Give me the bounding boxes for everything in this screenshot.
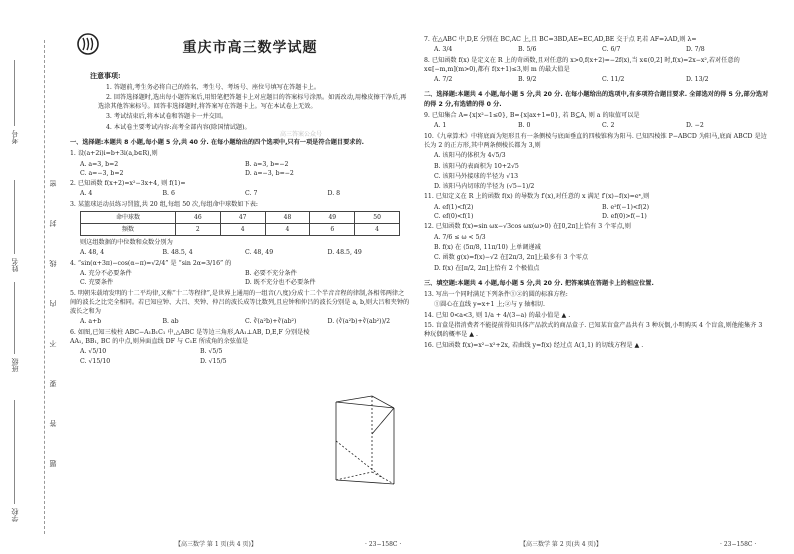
table-cell: 命中球数	[81, 212, 176, 224]
q3-tail: 则这组数据的中位数和众数分别为	[80, 239, 173, 247]
seal-char-7: 答	[49, 420, 57, 427]
notice-list	[70, 83, 410, 132]
question-1: 1. 设(a+2i)i=b+3i(a,b∈R),则	[70, 150, 158, 158]
q7-option-a: A. 3/4	[434, 46, 453, 54]
school-logo-icon	[76, 32, 100, 56]
seal-char-5: 不	[49, 340, 57, 347]
q5-option-d: D. (∛(a²b)+∛(ab²))/2	[327, 318, 391, 326]
q8-option-c: C. 11/2	[602, 76, 625, 84]
seal-char-8: 题	[49, 460, 57, 467]
q12-option-c: C. 函数 g(x)=f(x)−√2 在[2π/3, 2π]上最多有 3 个零点	[434, 254, 589, 262]
q13-conditions: ①圆心在直线 y=x+1 上;②与 y 轴相切.	[434, 301, 545, 309]
table-cell: 2	[175, 224, 220, 236]
question-11: 11. 已知定义在 R 上的函数 f(x) 的导数为 f′(x),对任意的 x 满足 f′(x)−f(x)=eˣ,则	[424, 193, 650, 201]
seal-char-4: 内	[49, 300, 57, 307]
q6-option-b: B. √5/5	[200, 348, 223, 356]
q6-option-a: A. √5/10	[80, 348, 107, 356]
q10-option-a: A. 该阳马的体积为 4√5/3	[434, 152, 506, 160]
q2-option-c: C. 7	[245, 190, 258, 198]
school-label: 学校	[11, 508, 19, 522]
question-16: 16. 已知函数 f(x)=x²−x²+2x, 若曲线 y=f(x) 经过点 A(1,1) 的切线方程是 ▲ .	[424, 341, 644, 349]
exam-no-blank	[14, 60, 15, 126]
seal-char-6: 要	[49, 380, 57, 387]
q9-option-d: D. −2	[686, 122, 704, 130]
section-1-heading: 一、选择题:本题共 8 小题,每小题 5 分,共 40 分. 在每小题给出的四个选项中,只有一项是符合题目要求的.	[70, 138, 365, 146]
question-2: 2. 已知函数 f(x+2)=x²−3x+4, 则 f(1)=	[70, 180, 186, 188]
q12-option-a: A. 7/6 ≤ ω < 5/3	[434, 233, 486, 241]
seal-char-1: 密	[49, 180, 57, 187]
question-14: 14. 已知 0<a<3, 则 1/a + 4/(3−a) 的最小值是 ▲ .	[424, 311, 571, 319]
exam-no-label: 考号	[11, 130, 19, 144]
section-3-heading: 三、填空题:本题共 4 小题,每小题 5 分,共 20 分. 把答案填在答题卡上的相应位置.	[424, 279, 654, 287]
q4-option-a: A. 充分不必要条件	[80, 269, 132, 277]
question-12: 12. 已知函数 f(x)=sin ωx−√3cos ωx(ω>0) 在[0,2π]上恰有 3 个零点,则	[424, 223, 631, 231]
q3-option-d: D. 48.5, 49	[327, 249, 362, 257]
exam-title: 重庆市高三数学试题	[182, 40, 318, 56]
q3-option-a: A. 48, 4	[80, 249, 105, 257]
q6-option-d: D. √15/5	[200, 357, 227, 365]
q10-option-d: D. 该阳马内切球的半径为 (√5−1)/2	[434, 183, 535, 191]
table-cell: 48	[265, 212, 310, 224]
page-1-footer: 【高三数学 第 1 页(共 4 页)】	[175, 541, 257, 548]
page-2	[424, 34, 770, 351]
q10-option-b: B. 该阳马的表面积为 10+2√5	[434, 162, 519, 170]
q1-option-b: B. a=3, b=−2	[245, 160, 289, 168]
q11-option-c: C. ef(0)<f(1)	[434, 213, 474, 221]
q9-option-a: A. 1	[434, 122, 447, 130]
page-2-code: · 23−158C ·	[720, 541, 757, 548]
q8-option-d: D. 13/2	[686, 76, 709, 84]
page-2-footer: 【高三数学 第 2 页(共 4 页)】	[520, 541, 602, 548]
q12-option-b: B. f(x) 在 (5π/8, 11π/10) 上单调递减	[434, 243, 541, 251]
q1-option-d: D. a=−3, b=−2	[245, 169, 294, 177]
q1-option-c: C. a=−3, b=2	[80, 169, 124, 177]
q11-option-a: A. ef(1)<f(2)	[434, 203, 474, 211]
name-label: 姓名	[11, 258, 19, 272]
q5-option-a: A. a+b	[80, 318, 102, 326]
question-10: 10.《九章算术》中将底面为矩形且有一条侧棱与底面垂直的四棱锥称为阳马. 已知四棱锥 P−ABCD 为阳马,底面 ABCD 是边长为 2 的正方形,其中两条侧棱长都为 3,则	[424, 132, 767, 149]
q7-option-d: D. 7/8	[686, 46, 705, 54]
q5-option-c: C. ∛(a²b)+∛(ab²)	[245, 318, 297, 326]
question-5: 5. 明朝朱载堉发明的十二平均律,又称“十二等程律”,是世界上通用的一组音(八度)分成十二个半音音程的律制,各相邻两律之间的波长之比完全相同。若已知应钟、大吕、夹钟、仲吕的波长成等比数列,且应钟和仲吕的波长分别是 a, b,则大吕和夹钟的波长之和为	[70, 289, 410, 316]
q11-option-b: B. e²f(−1)<f(2)	[602, 203, 650, 211]
q9-option-b: B. 0	[518, 122, 531, 130]
question-8: 8. 已知函数 f(x) 是定义在 R 上的奇函数,且对任意的 x>0,f(x+2)=−2f(x),当 x∈(0,2] 时,f(x)=2x−x²,若对任意的 x∈[−m,m](m>0),都有 f(x+1)≤3,则 m 的最大值是	[424, 56, 740, 73]
table-cell: 47	[220, 212, 265, 224]
q5-option-b: B. ab	[162, 318, 179, 326]
q2-option-a: A. 4	[80, 190, 93, 198]
q7-option-b: B. 5/6	[518, 46, 537, 54]
table-row	[81, 224, 400, 236]
class-blank	[14, 282, 15, 354]
q12-option-d: D. f(x) 在[π/2, 2π]上恰有 2 个极值点	[434, 264, 540, 272]
name-blank	[14, 180, 15, 254]
q4-option-b: B. 必要不充分条件	[245, 269, 297, 277]
seal-char-2: 封	[49, 220, 57, 227]
question-6: 6. 如图,已知三棱柱 ABC−A₁B₁C₁ 中,△ABC 是等边三角形,AA₁⊥AB, D,E,F 分别是棱 AA₁, BB₁, BC 的中点,则异面直线 DF 与 C₁E 所成角的余弦值是	[70, 328, 310, 346]
table-cell: 49	[310, 212, 355, 224]
q4-option-c: C. 充要条件	[80, 279, 114, 287]
q2-option-d: D. 8	[327, 190, 341, 198]
table-cell: 50	[355, 212, 400, 224]
table-cell: 4	[265, 224, 310, 236]
question-4: 4. “sin(α+3π)−cos(α−π)=√2/4” 是 “sin 2α=3/16” 的	[70, 259, 232, 267]
seal-char-3: 线	[49, 260, 57, 267]
question-9: 9. 已知集合 A={x|x²−1≤0}, B={x|ax+1=0}, 若 B⊆A, 则 a 的取值可以是	[424, 112, 640, 120]
notice-item: 1. 答题前,考生务必将自己的姓名、考生号、考场号、座位号填写在答题卡上。	[106, 83, 321, 91]
q11-option-d: D. ef(0)>f(−1)	[602, 213, 647, 221]
watermark: 高三答案公众号	[280, 131, 323, 138]
q2-option-b: B. 6	[162, 190, 175, 198]
table-cell: 46	[175, 212, 220, 224]
q9-option-c: C. 2	[602, 122, 615, 130]
q3-frequency-table	[80, 211, 400, 236]
q10-option-c: C. 该阳马外接球的半径为 √13	[434, 172, 519, 180]
notice-item: 3. 考试结束后,将本试卷和答题卡一并交回。	[106, 113, 228, 121]
section-2-heading: 二、选择题:本题共 4 小题,每小题 5 分,共 20 分. 在每小题给出的选项中,有多项符合题目要求. 全部选对的得 5 分,部分选对的得 2 分,有选错的得 0 分.	[424, 91, 769, 108]
table-cell: 4	[220, 224, 265, 236]
q4-option-d: D. 既不充分也不必要条件	[245, 279, 316, 287]
q3-option-c: C. 48, 49	[245, 249, 274, 257]
page-1-code: · 23−158C ·	[365, 541, 402, 548]
notice-item: 4. 本试卷主要考试内容:高考全部内容(除国情试题)。	[106, 123, 251, 131]
q3-option-b: B. 48.5, 4	[162, 249, 193, 257]
table-cell: 6	[310, 224, 355, 236]
q8-option-a: A. 7/2	[434, 76, 453, 84]
notice-item: 2. 回答选择题时,选出每小题答案后,用铅笔把答题卡上对应题目的答案标号涂黑。如需改动,用橡皮擦干净后,再选涂其他答案标号。回答非选择题时,将答案写在答题卡上。写在本试卷上无效。	[98, 93, 407, 111]
prism-figure	[330, 392, 400, 490]
table-row	[81, 212, 400, 224]
question-7: 7. 在△ABC 中,D,E 分别在 BC,AC 上,且 BC=3BD,AE=EC,AD,BE 交于点 F,若 AF=λAD,则 λ=	[424, 36, 697, 43]
seal-line	[44, 40, 45, 534]
q6-option-c: C. √15/10	[80, 357, 111, 365]
question-15: 15. 盲盒是指消费者不能提前得知具体产品款式的商品盒子. 已知某盲盒产品共有 3 种玩偶,小明购买 4 个盲盒,则他能集齐 3 种玩偶的概率是 ▲ .	[424, 322, 763, 339]
table-cell: 频数	[81, 224, 176, 236]
question-3: 3. 某篮球运动员练习罚篮,共 20 组,每组 50 次,每组命中球数如下表:	[70, 200, 258, 208]
page-1	[70, 24, 410, 367]
table-cell: 4	[355, 224, 400, 236]
notice-title: 注意事项:	[90, 71, 121, 80]
question-13: 13. 写出一个同时满足下列条件①②的圆的标准方程:	[424, 291, 568, 299]
class-label: 班级	[11, 358, 19, 372]
q1-option-a: A. a=3, b=2	[80, 160, 119, 168]
q7-option-c: C. 6/7	[602, 46, 621, 54]
school-blank	[14, 400, 15, 504]
q8-option-b: B. 9/2	[518, 76, 537, 84]
binding-margin	[0, 0, 62, 554]
